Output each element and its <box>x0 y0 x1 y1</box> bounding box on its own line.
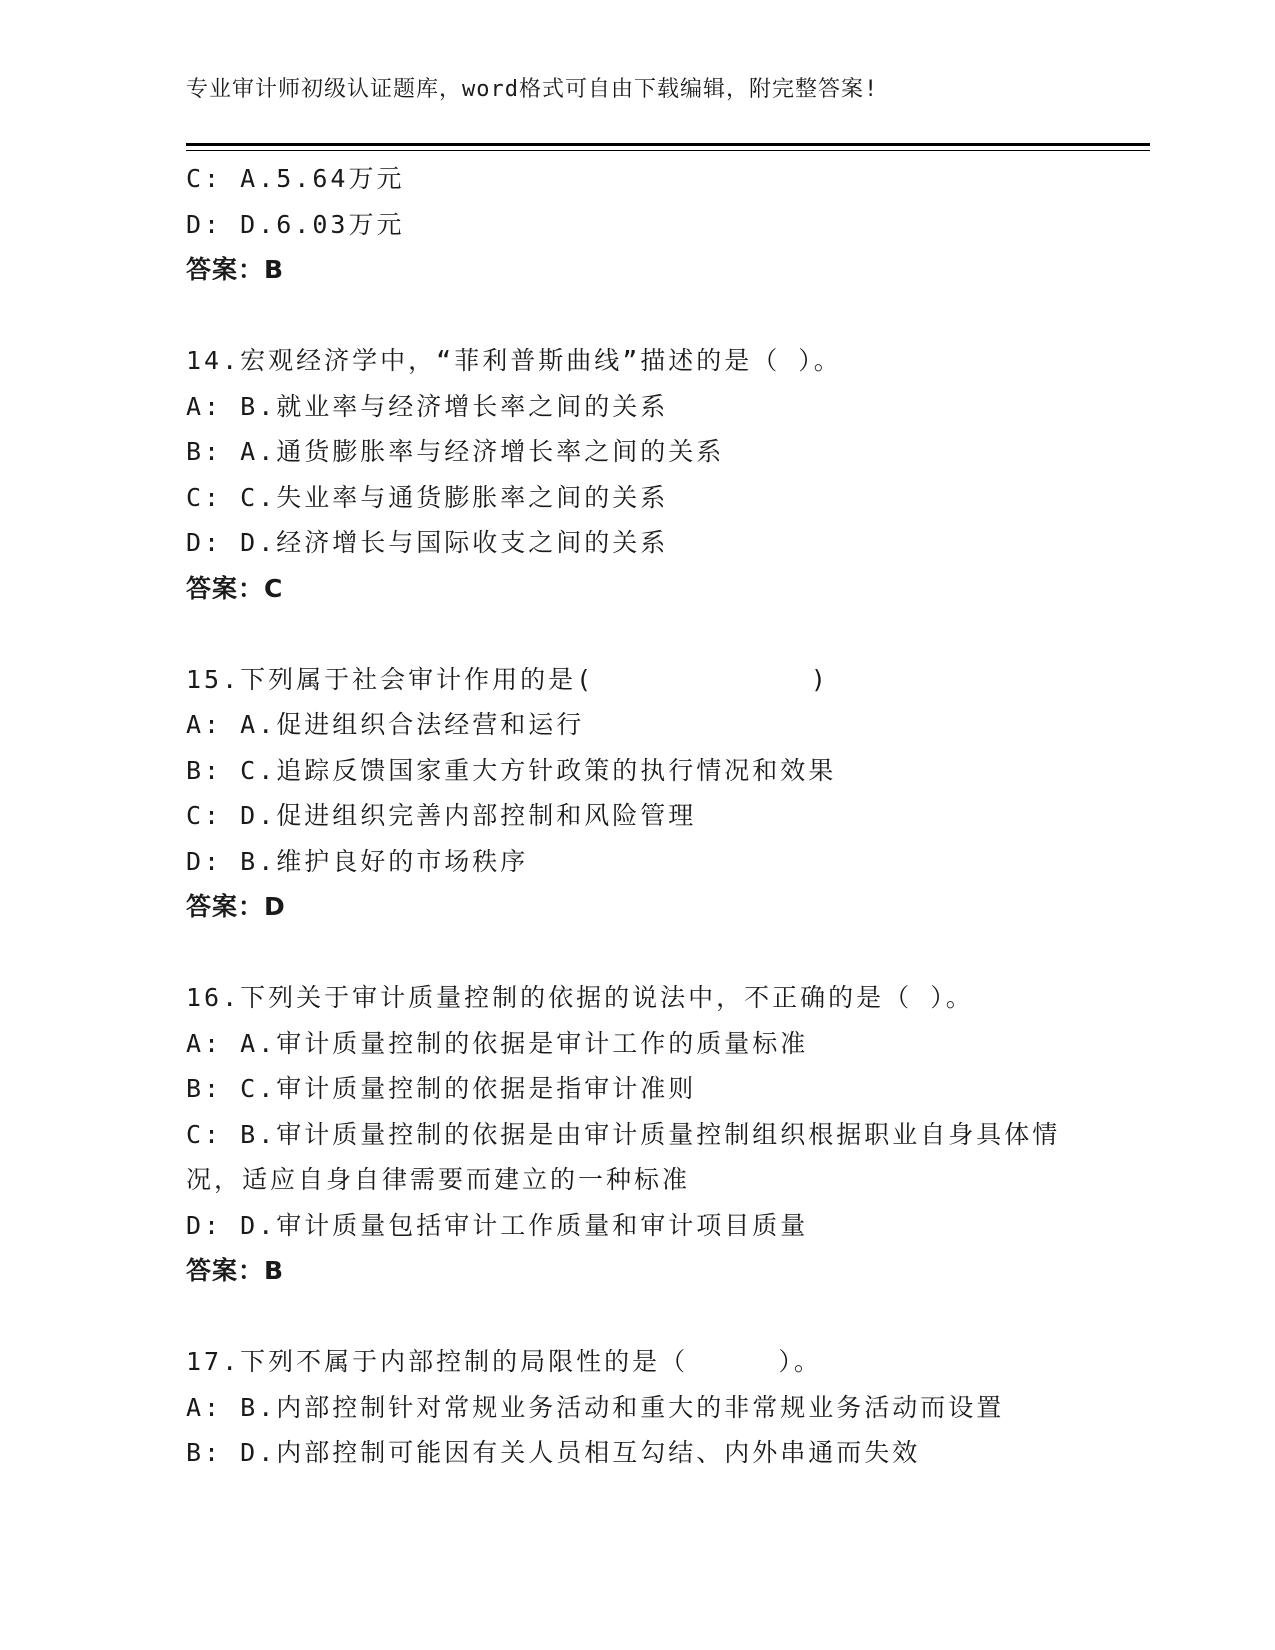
answer: 答案：B <box>186 1256 285 1285</box>
question-stem: 15.下列属于社会审计作用的是( ) <box>186 664 829 694</box>
question-13-fragment <box>186 156 1086 293</box>
option-b: B: C.追踪反馈国家重大方针政策的执行情况和效果 <box>186 755 837 785</box>
question-17 <box>186 1339 1086 1476</box>
question-16 <box>186 975 1086 1294</box>
option-c: C: B.审计质量控制的依据是由审计质量控制组织根据职业自身具体情 <box>186 1119 1061 1149</box>
option-c: C: A.5.64万元 <box>186 164 405 193</box>
question-stem: 14.宏观经济学中，“菲利普斯曲线”描述的是（ ）。 <box>186 346 842 375</box>
option-d: D: B.维护良好的市场秩序 <box>186 846 529 876</box>
option-c: C: D.促进组织完善内部控制和风险管理 <box>186 801 697 830</box>
answer: 答案：B <box>186 255 285 284</box>
option-d: D: D.审计质量包括审计工作质量和审计项目质量 <box>186 1210 809 1240</box>
option-d: D: D.经济增长与国际收支之间的关系 <box>186 528 669 557</box>
header-rule-thick <box>186 143 1150 146</box>
option-b: B: D.内部控制可能因有关人员相互勾结、内外串通而失效 <box>186 1438 921 1467</box>
option-a: A: B.内部控制针对常规业务活动和重大的非常规业务活动而设置 <box>186 1392 1005 1422</box>
answer: 答案：D <box>186 892 286 921</box>
option-a: A: A.审计质量控制的依据是审计工作的质量标准 <box>186 1028 809 1058</box>
question-14 <box>186 338 1086 611</box>
option-b: B: A.通货膨胀率与经济增长率之间的关系 <box>186 437 725 466</box>
page-header: 专业审计师初级认证题库，word格式可自由下载编辑，附完整答案! <box>186 77 879 102</box>
question-stem: 16.下列关于审计质量控制的依据的说法中，不正确的是（ ）。 <box>186 983 974 1012</box>
question-stem: 17.下列不属于内部控制的局限性的是（ ）。 <box>186 1347 822 1376</box>
option-c-continued: 况，适应自身自律需要而建立的一种标准 <box>186 1165 691 1194</box>
option-d: D: D.6.03万元 <box>186 209 405 239</box>
option-a: A: A.促进组织合法经营和运行 <box>186 710 585 739</box>
answer: 答案：C <box>186 573 284 603</box>
header-rule-thin <box>186 150 1150 151</box>
option-a: A: B.就业率与经济增长率之间的关系 <box>186 391 669 421</box>
option-b: B: C.审计质量控制的依据是指审计准则 <box>186 1074 697 1103</box>
question-content <box>186 156 1086 1476</box>
option-c: C: C.失业率与通货膨胀率之间的关系 <box>186 482 669 512</box>
question-15 <box>186 657 1086 930</box>
